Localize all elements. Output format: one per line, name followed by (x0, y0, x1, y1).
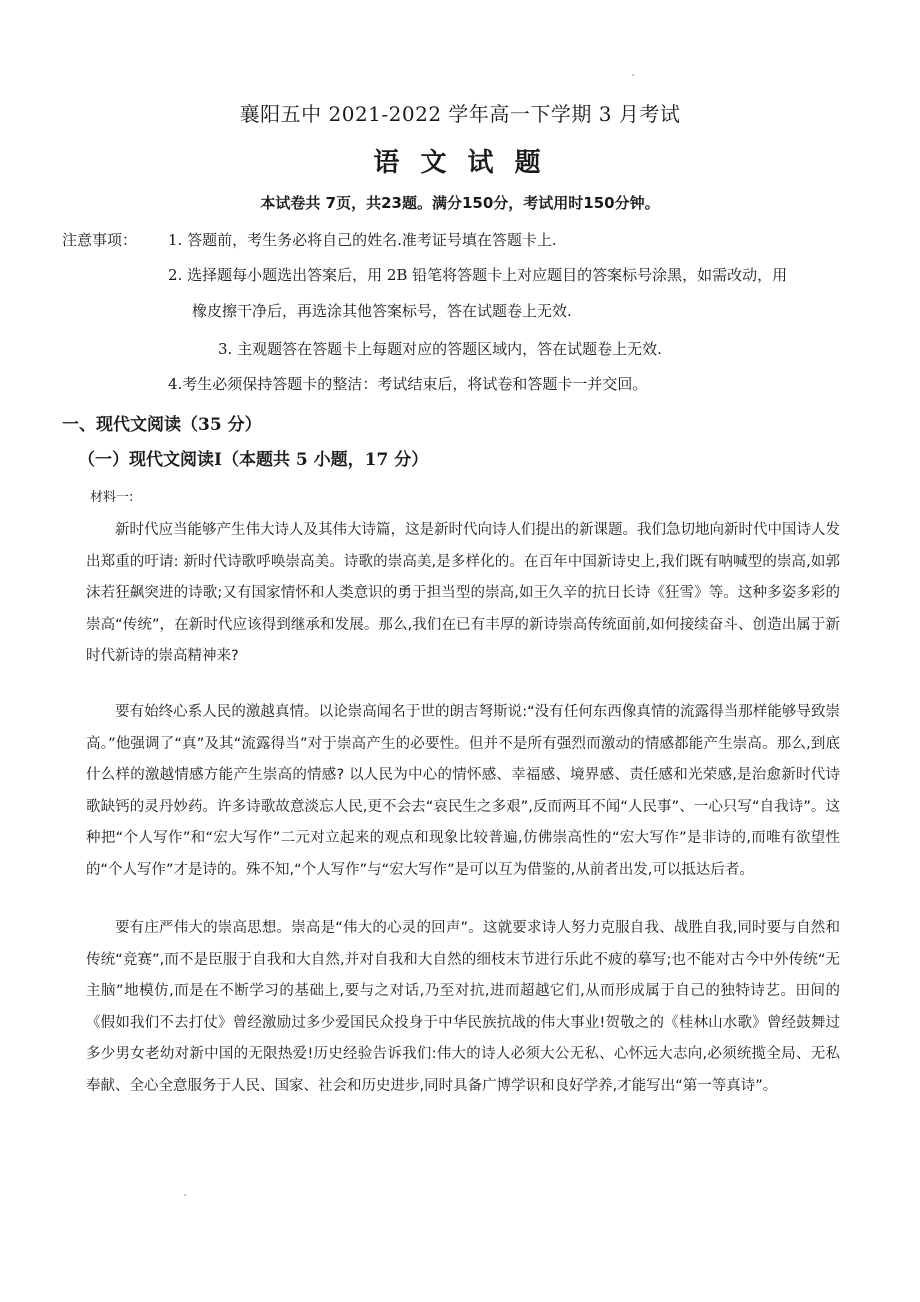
scan-dot (184, 1194, 186, 1196)
paragraph-1: 新时代应当能够产生伟大诗人及其伟大诗篇，这是新时代向诗人们提出的新课题。我们急切地向新时代中国诗人发出郑重的吁请: 新时代诗歌呼唤崇高美。诗歌的崇高美,是多样化的。在百年中国新诗史上,我们既有呐喊型的崇高,如郭沫若狂飙突进的诗歌;又有国家情怀和人类意识的勇于担当型的崇高,如王久辛的抗日长诗《狂雪》等。这种多姿多彩的崇高“传统”，在新时代应该得到继承和发展。那么,我们在已有丰厚的新诗崇高传统面前,如何接续奋斗、创造出属于新时代新诗的崇高精神来? (86, 522, 840, 664)
paragraph-2: 要有始终心系人民的激越真情。以论崇高闻名于世的朗吉弩斯说:“没有任何东西像真情的流露得当那样能够导致崇高。”他强调了“真”及其“流露得当”对于崇高产生的必要性。但并不是所有强烈而激动的情感都能产生崇高。那么,到底什么样的激越情感方能产生崇高的情感? 以人民为中心的情怀感、幸福感、境界感、责任感和光荣感,是治愈新时代诗歌缺钙的灵丹妙药。许多诗歌故意淡忘人民,更不会去“哀民生之多艰”,反而两耳不闻“人民事”、一心只写“自我诗”。这种把“个人写作”和“宏大写作”二元对立起来的观点和现象比较普遍,仿佛崇高性的“宏大写作”是非诗的,而唯有欲望性的“个人写作”才是诗的。殊不知,“个人写作”与“宏大写作”是可以互为借鉴的,从前者出发,可以抵达后者。 (86, 704, 840, 878)
material-label: 材料一: (90, 490, 134, 505)
note-item-1: 1. 答题前，考生务必将自己的姓名.准考证号填在答题卡上. (168, 231, 557, 249)
exam-title: 襄阳五中 2021-2022 学年高一下学期 3 月考试 (239, 102, 681, 126)
subsection-heading: （一）现代文阅读Ⅰ（本题共 5 小题，17 分） (78, 450, 429, 470)
subject-title: 语 文 试 题 (373, 148, 547, 178)
paragraph-3: 要有庄严伟大的崇高思想。崇高是“伟大的心灵的回声”。这就要求诗人努力克服自我、战胜自我,同时要与自然和传统“竞赛”,而不是臣服于自我和大自然,并对自我和大自然的细枝末节进行乐此不疲的摹写;也不能对古今中外传统“无主脑”地模仿,而是在不断学习的基础上,要与之对话,乃至对抗,进而超越它们,从而形成属于自己的独特诗艺。田间的《假如我们不去打仗》曾经激励过多少爱国民众投身于中华民族抗战的伟大事业!贺敬之的《桂林山水歌》曾经鼓舞过多少男女老幼对新中国的无限热爱!历史经验告诉我们:伟大的诗人必须大公无私、心怀远大志向,必须统揽全局、无私奉献、全心全意服务于人民、国家、社会和历史进步,同时具备广博学识和良好学养,才能写出“第一等真诗”。 (86, 920, 840, 1094)
scan-dot (632, 74, 634, 76)
note-item-2-continued: 橡皮擦干净后，再选涂其他答案标号，答在试题卷上无效. (192, 302, 572, 320)
exam-info: 本试卷共 7页，共23题。满分150分，考试用时150分钟。 (260, 194, 660, 212)
note-item-4: 4.考生必须保持答题卡的整洁：考试结束后，将试卷和答题卡一并交回。 (168, 375, 648, 393)
note-item-3: 3. 主观题答在答题卡上每题对应的答题区域内，答在试题卷上无效. (218, 340, 662, 358)
note-item-2: 2. 选择题每小题选出答案后，用 2B 铅笔将答题卡上对应题目的答案标号涂黑，如需改动，用 (168, 266, 788, 284)
notes-label: 注意事项： (62, 231, 138, 249)
section-heading: 一、现代文阅读（35 分） (62, 415, 262, 435)
